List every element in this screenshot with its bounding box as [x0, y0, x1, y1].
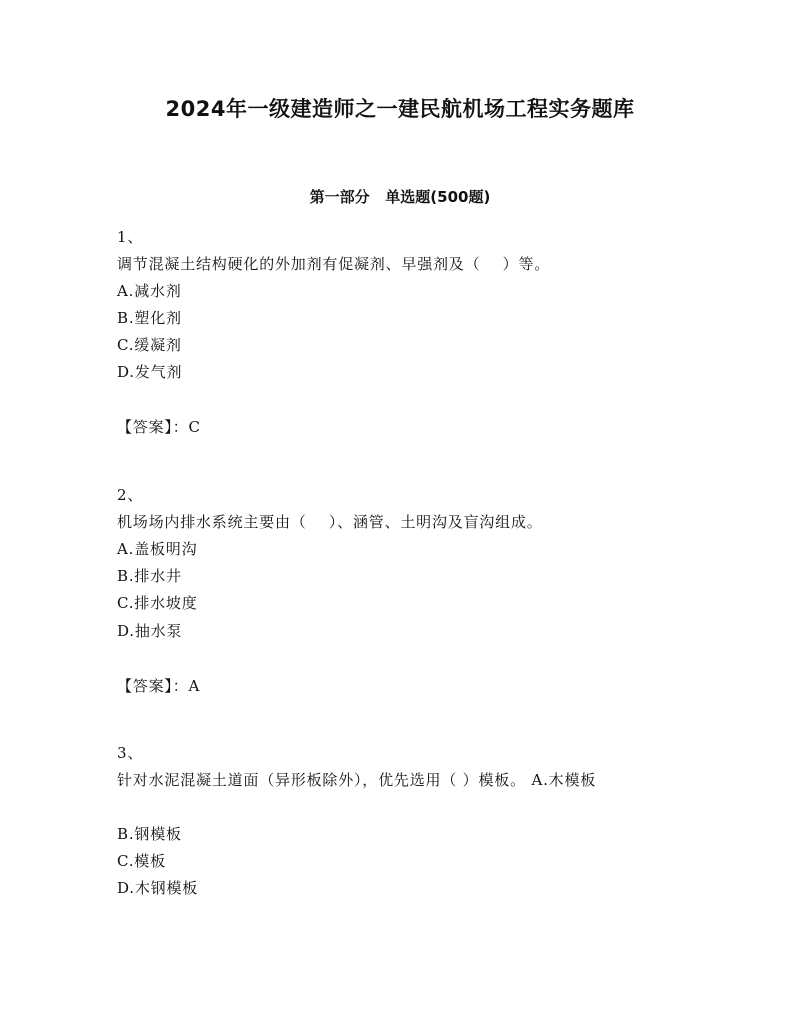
question-number: 1、	[117, 228, 144, 246]
question-option: D.发气剂	[117, 363, 183, 381]
question-option: C.缓凝剂	[117, 336, 182, 354]
question-option: D.木钢模板	[117, 879, 199, 897]
question-option: B.排水井	[117, 567, 182, 585]
question-stem: 机场场内排水系统主要由（ ）、涵管、土明沟及盲沟组成。	[117, 513, 543, 531]
question-stem: 针对水泥混凝土道面（异形板除外），优先选用（ ）模板。 A.木模板	[117, 771, 597, 789]
question-option: C.排水坡度	[117, 594, 198, 612]
section-title: 第一部分 单选题(500题)	[309, 188, 491, 206]
question-answer: 【答案】：C	[117, 418, 201, 436]
question-option: A.减水剂	[117, 282, 182, 300]
question-answer: 【答案】：A	[117, 677, 201, 695]
question-option: D.抽水泵	[117, 622, 183, 640]
question-option: B.钢模板	[117, 825, 182, 843]
question-option: B.塑化剂	[117, 309, 182, 327]
question-stem: 调节混凝土结构硬化的外加剂有促凝剂、早强剂及（ ）等。	[117, 255, 551, 273]
page-title: 2024年一级建造师之一建民航机场工程实务题库	[165, 97, 635, 121]
question-option: C.模板	[117, 852, 166, 870]
question-option: A.盖板明沟	[117, 540, 198, 558]
question-number: 2、	[117, 486, 144, 504]
question-number: 3、	[117, 744, 144, 762]
